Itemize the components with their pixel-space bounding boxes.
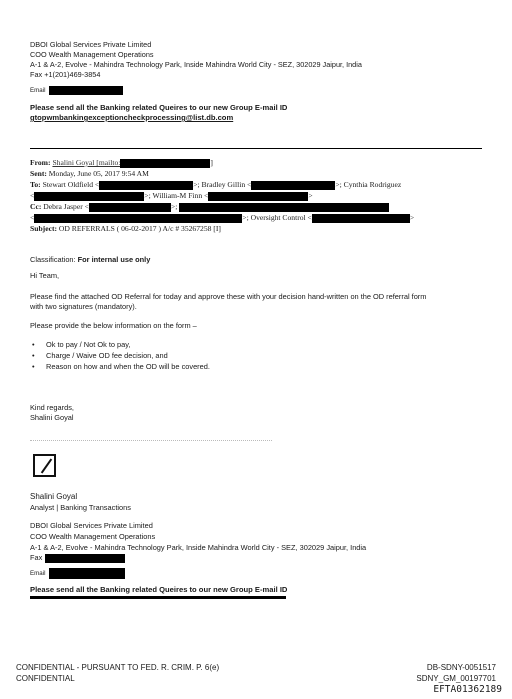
signature-fax: Fax: [30, 553, 43, 562]
list-item-text: Charge / Waive OD fee decision, and: [46, 351, 168, 360]
list-item: [32, 340, 130, 350]
classification-row: [30, 255, 150, 265]
cc-text: Debra Jasper <: [43, 202, 89, 211]
paragraph: Please provide the below information on the form –: [30, 321, 197, 330]
redaction: [34, 192, 144, 201]
signature-fax-row: [30, 553, 125, 563]
to-text: >; Bradley Gillin <: [193, 180, 252, 189]
header-email-row: [30, 86, 123, 96]
bullet-icon: •: [32, 362, 35, 371]
footer-bates-1: DB-SDNY-0051517: [426, 663, 496, 672]
header-notice: Please send all the Banking related Queires to our new Group E-mail ID: [30, 103, 288, 112]
signature-email-label: Email: [30, 570, 46, 578]
paragraph-line: with two signatures (mandatory).: [30, 302, 137, 311]
header-address: A-1 & A-2, Evolve - Mahindra Technology Park, Inside Mahindra World City - SEZ, 302029 Jaipur, India: [30, 60, 362, 69]
email-subject-row: [30, 224, 221, 235]
redaction: [30, 596, 286, 599]
cc-text: >; Oversight Control <: [242, 213, 312, 222]
group-email-link[interactable]: gtopwmbankingexceptioncheckprocessing@list.db.com: [30, 113, 234, 122]
bullet-icon: •: [32, 351, 35, 360]
cc-label: Cc:: [30, 202, 42, 211]
to-text: >; William-M Finn <: [144, 191, 209, 200]
to-text: Stewart Oldfield <: [42, 180, 100, 189]
footer-efta-id: EFTA01362189: [433, 684, 502, 695]
to-text: >; Cynthia Rodriguez: [335, 180, 402, 189]
list-item: [32, 362, 210, 372]
email-sent-row: [30, 169, 149, 180]
header-fax: Fax +1(201)469-3854: [30, 70, 101, 79]
subject-label: Subject:: [30, 224, 57, 233]
redaction: [89, 203, 171, 212]
greeting: Hi Team,: [30, 271, 60, 280]
email-to-row: [30, 180, 401, 191]
redaction: [208, 192, 308, 201]
email-cc-row-2: [30, 213, 414, 224]
signature-notice: Please send all the Banking related Queires to our new Group E-mail ID: [30, 585, 288, 594]
signature-name: Shalini Goyal: [30, 492, 78, 501]
to-text: <: [30, 191, 35, 200]
redaction: [312, 214, 410, 223]
email-cc-row: [30, 202, 389, 213]
redaction: [49, 568, 125, 579]
redaction: [49, 86, 123, 95]
redaction: [45, 554, 125, 563]
signature-email-row: [30, 568, 125, 579]
classification-value: For internal use only: [77, 255, 151, 264]
signature-dept: COO Wealth Management Operations: [30, 532, 156, 541]
to-label: To:: [30, 180, 41, 189]
redaction: [34, 214, 242, 223]
subject-value: OD REFERRALS ( 06-02-2017 ) A/c # 35267258 [I]: [58, 224, 221, 233]
from-value: Shalini Goyal [mailto:: [52, 158, 121, 167]
cc-text: >: [409, 213, 415, 222]
cc-text: <: [30, 213, 35, 222]
signature-address: A-1 & A-2, Evolve - Mahindra Technology Park, Inside Mahindra World City - SEZ, 302029 Jaipur, India: [30, 543, 367, 552]
sent-label: Sent:: [30, 169, 47, 178]
redaction: [120, 159, 210, 168]
from-end: ]: [210, 158, 213, 167]
bullet-icon: •: [32, 340, 35, 349]
signature-company: DBOI Global Services Private Limited: [30, 521, 153, 530]
header-company: DBOI Global Services Private Limited: [30, 40, 152, 49]
paragraph-line: Please find the attached OD Referral for today and approve these with your decision hand-written on the OD referral form: [30, 292, 427, 301]
email-from-row: [30, 158, 213, 169]
closing-name: Shalini Goyal: [30, 413, 74, 422]
footer-confidential-1: CONFIDENTIAL - PURSUANT TO FED. R. CRIM. P. 6(e): [16, 663, 220, 672]
signature-title: Analyst | Banking Transactions: [30, 503, 131, 512]
list-item: [32, 351, 168, 361]
redaction: [179, 203, 389, 212]
redaction: [99, 181, 193, 190]
classification-label: Classification:: [30, 255, 76, 264]
from-label: From:: [30, 158, 51, 167]
closing: Kind regards,: [30, 403, 74, 412]
list-item-text: Reason on how and when the OD will be covered.: [46, 362, 210, 371]
signature-divider: [30, 440, 272, 441]
footer-bates-2: SDNY_GM_00197701: [416, 674, 496, 683]
header-dept: COO Wealth Management Operations: [30, 50, 154, 59]
cc-text: >;: [170, 202, 178, 211]
to-text: >: [308, 191, 313, 200]
deutsche-bank-logo: [33, 454, 56, 477]
footer-confidential-2: CONFIDENTIAL: [16, 674, 75, 683]
sent-value: Monday, June 05, 2017 9:54 AM: [48, 169, 149, 178]
redaction: [251, 181, 335, 190]
list-item-text: Ok to pay / Not Ok to pay,: [46, 340, 131, 349]
separator-line: [30, 148, 482, 149]
header-email-label: Email: [30, 87, 46, 95]
email-to-row-2: [30, 191, 313, 202]
